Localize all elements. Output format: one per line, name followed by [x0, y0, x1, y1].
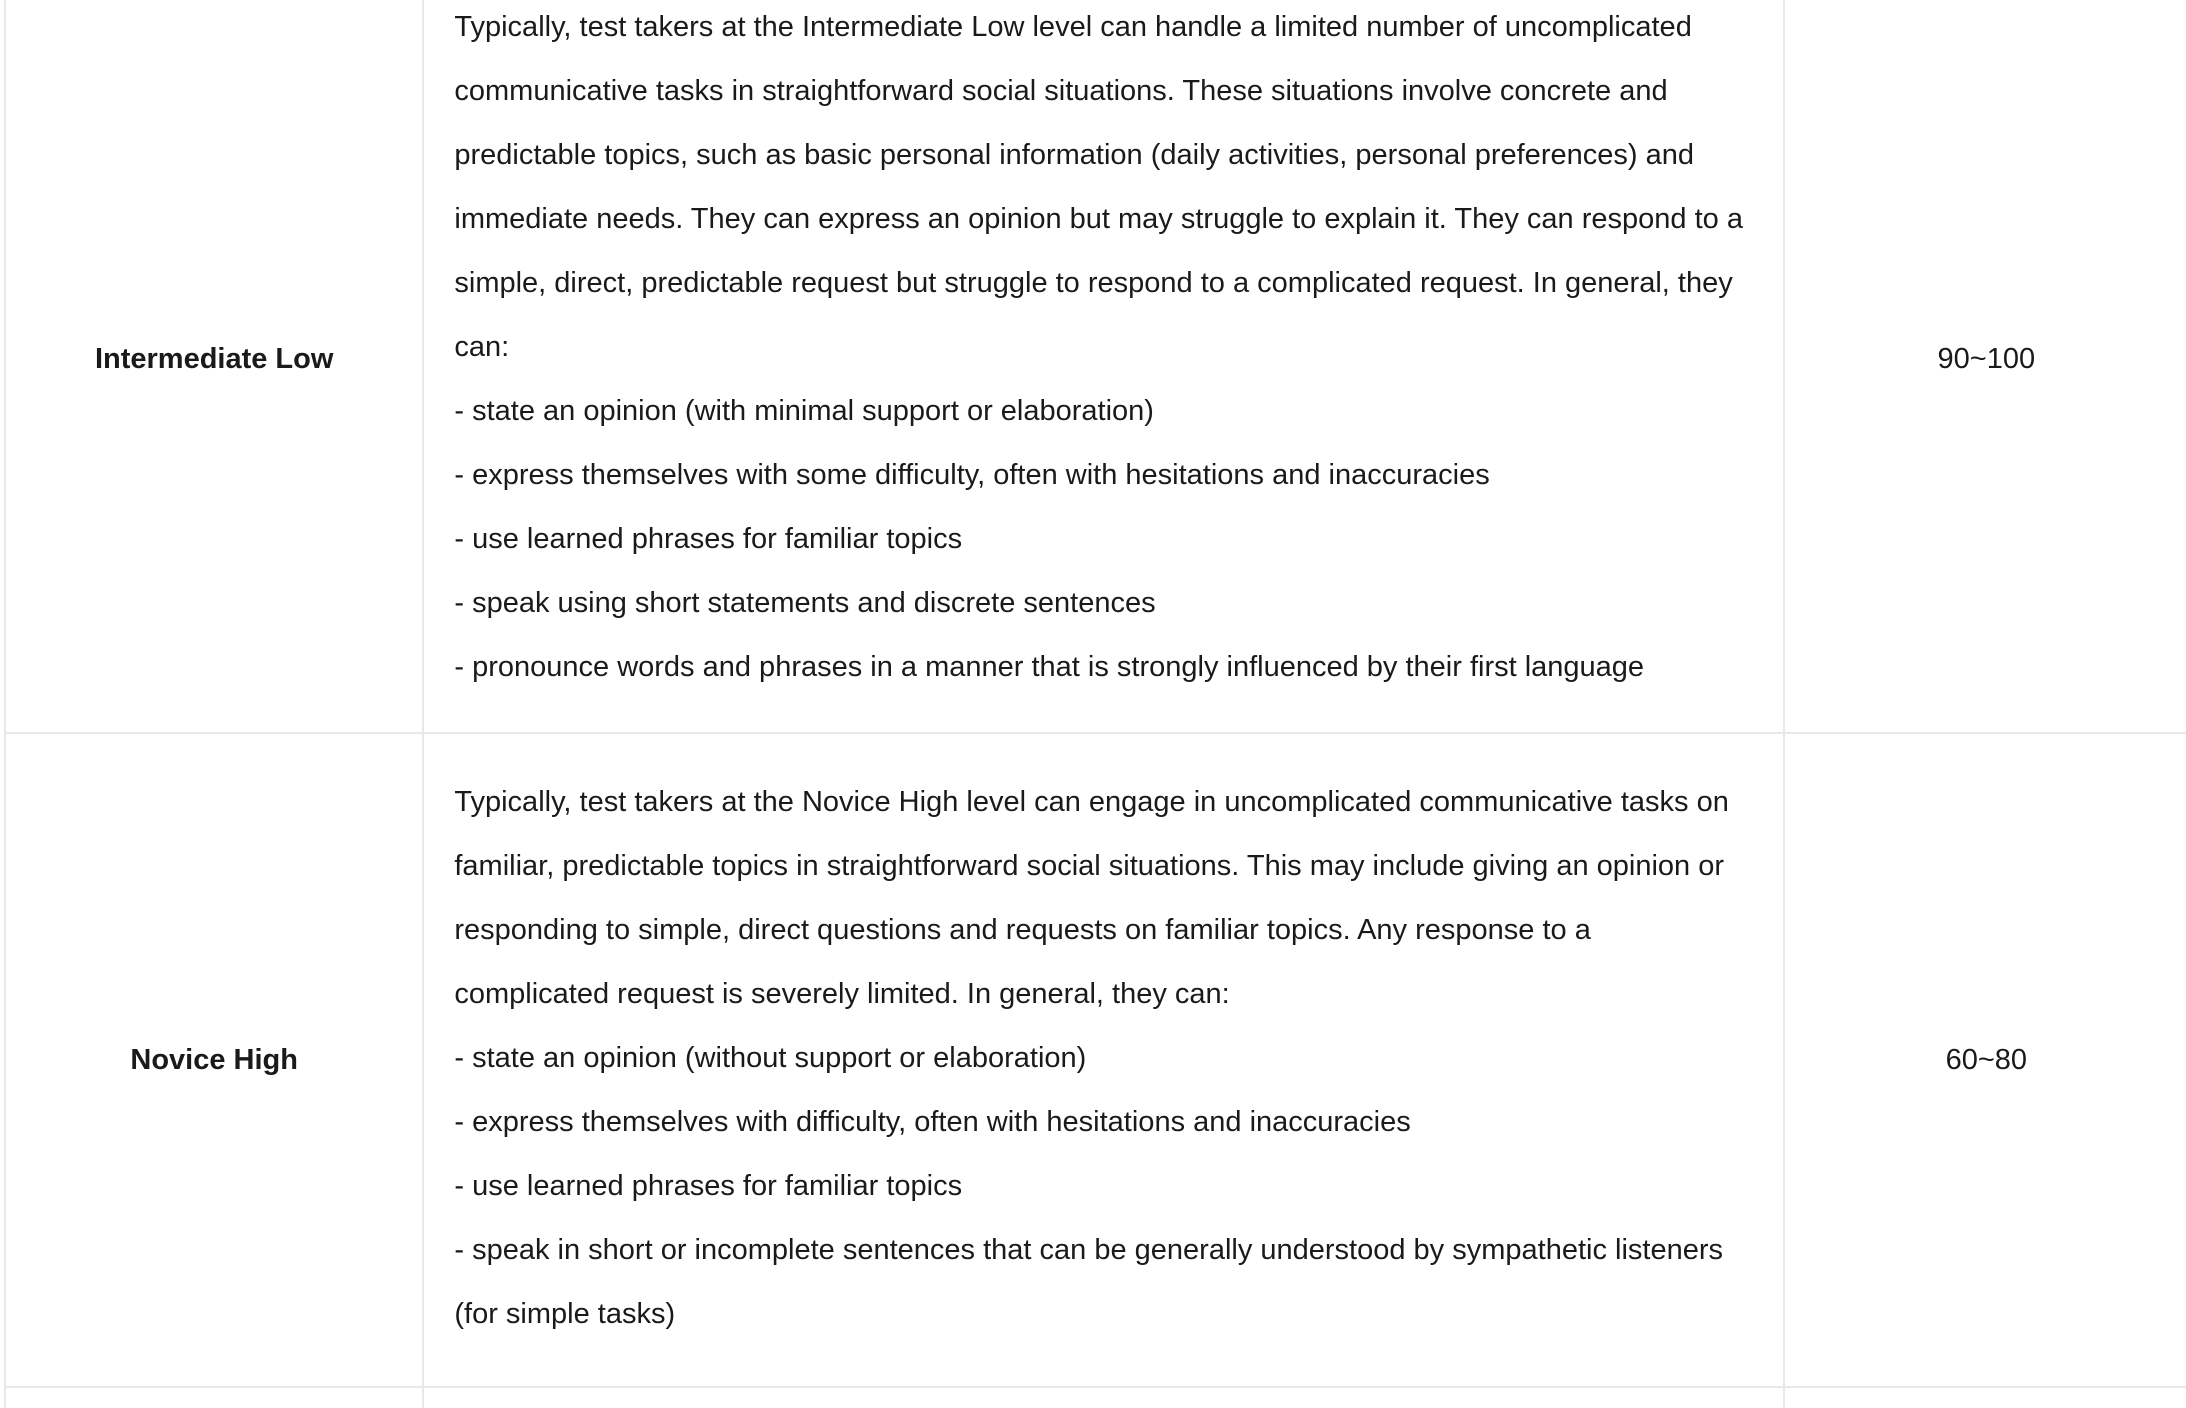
description-item: - speak in short or incomplete sentences that can be generally understood by sympathetic listeners (for simple tasks): [454, 1234, 1724, 1330]
description-item: - state an opinion (with minimal support or elaboration): [454, 394, 1154, 427]
description-item: - express themselves with some difficulty, often with hesitations and inaccuracies: [454, 458, 1490, 491]
table-row: [5, 1387, 2186, 1408]
description-item: - use learned phrases for familiar topics: [454, 1170, 963, 1202]
level-description: [423, 0, 1783, 733]
level-name: Novice High: [5, 733, 423, 1387]
level-name: [5, 1387, 423, 1408]
table-row: [5, 733, 2186, 1387]
score-range: 60~80: [1784, 733, 2186, 1387]
level-description: [423, 1387, 1783, 1408]
description-item: - pronounce words and phrases in a manner that is strongly influenced by their first language: [454, 650, 1645, 683]
levels-table: [4, 0, 2186, 1408]
level-description: [423, 733, 1783, 1387]
score-range: [1784, 1387, 2186, 1408]
description-item: - speak using short statements and discrete sentences: [454, 586, 1156, 619]
description-item: - state an opinion (without support or elaboration): [454, 1042, 1087, 1074]
level-name: Intermediate Low: [5, 0, 423, 733]
table-row: [5, 0, 2186, 733]
description-item: - use learned phrases for familiar topics: [454, 522, 963, 555]
description-intro: Typically, test takers at the Intermediate Low level can handle a limited number of uncomplicated communicative tasks in straightforward social situations. These situations involve concrete and predictable topics, such as basic personal information (daily activities, personal preferences) and immediate needs. They can express an opinion but may struggle to explain it. They can respond to a simple, direct, predictable request but struggle to respond to a complicated request. In general, they can:: [454, 10, 1743, 363]
description-item: - express themselves with difficulty, often with hesitations and inaccuracies: [454, 1106, 1411, 1138]
description-intro: Typically, test takers at the Novice High level can engage in uncomplicated communicative tasks on familiar, predictable topics in straightforward social situations. This may include giving an opinion or responding to simple, direct questions and requests on familiar topics. Any response to a complicated request is severely limited. In general, they can:: [454, 786, 1729, 1010]
score-range: 90~100: [1784, 0, 2186, 733]
